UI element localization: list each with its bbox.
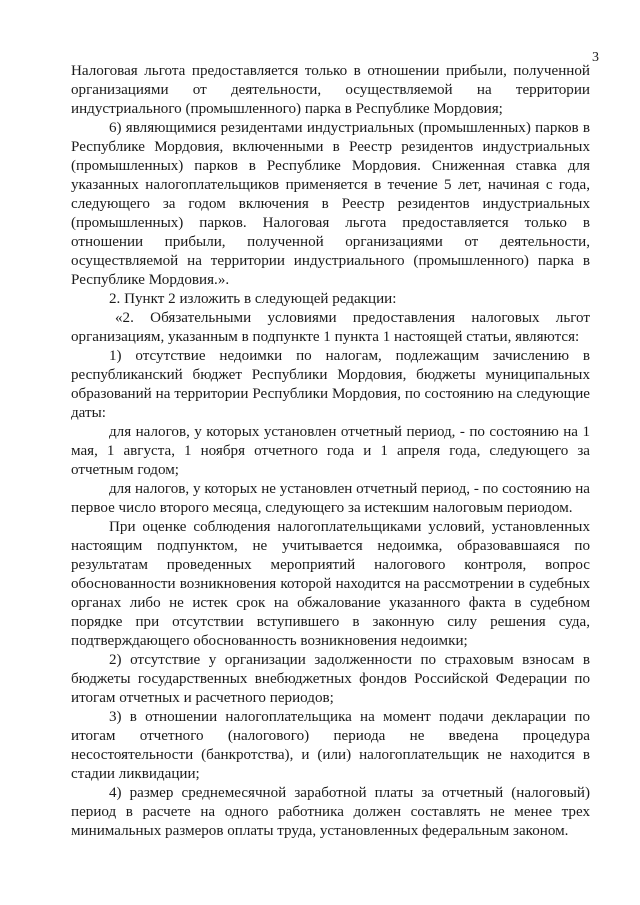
page-number: 3 (592, 50, 599, 65)
paragraph-condition-4-salary: 4) размер среднемесячной заработной платы за отчетный (налоговый) период в расчете на одного работника должен составлять не менее трех минимальных размеров оплаты труда, установленных федеральным законом. (71, 785, 590, 839)
paragraph-benefit-profit-condition: Налоговая льгота предоставляется только в отношении прибыли, полученной организациями от деятельности, осуществляемой на территории индустриального (промышленного) парка в Республике Мордовия; (71, 63, 590, 117)
paragraph-arrears-evaluation: При оценке соблюдения налогоплательщиками условий, установленных настоящим подпунктом, не учитывается недоимка, образовавшаяся по результатам проведенных мероприятий налогового контроля, вопрос обоснованности возникновения которой находится на рассмотрении в судебных органах либо не истек срок на обжалование указанного факта в судебном порядке при отсутствии вступившего в законную силу решения суда, подтверждающего обоснованность возникновения недоимки; (71, 519, 590, 649)
paragraph-amendment-point-2: 2. Пункт 2 изложить в следующей редакции: (109, 291, 397, 307)
paragraph-mandatory-conditions: «2. Обязательными условиями предоставления налоговых льгот организациям, указанным в подпункте 1 пункта 1 настоящей статьи, являются: (71, 310, 590, 345)
paragraph-taxes-with-reporting-period: для налогов, у которых установлен отчетный период, - по состоянию на 1 мая, 1 августа, 1 ноября отчетного года и 1 апреля года, следующего за отчетным годом; (71, 424, 590, 478)
paragraph-condition-3-bankruptcy: 3) в отношении налогоплательщика на момент подачи декларации по итогам отчетного (налогового) периода не введена процедура несостоятельности (банкротства), и (или) налогоплательщик не находится в стадии ликвидации; (71, 709, 590, 782)
paragraph-subitem-6-residents: 6) являющимися резидентами индустриальных (промышленных) парков в Республике Мордовия, включенными в Реестр резидентов индустриальных (промышленных) парков в Республике Мордовия. Сниженная ставка для указанных налогоплательщиков применяется в течение 5 лет, начиная с года, следующего за годом включения в Реестр резидентов индустриальных (промышленных) парков. Налоговая льгота предоставляется только в отношении прибыли, полученной организациями от деятельности, осуществляемой на территории индустриального (промышленного) парка в Республике Мордовия.». (71, 120, 590, 288)
document-body (71, 62, 590, 841)
paragraph-taxes-without-reporting-period: для налогов, у которых не установлен отчетный период, - по состоянию на первое число второго месяца, следующего за истекшим налоговым периодом. (71, 481, 590, 516)
paragraph-condition-1-no-arrears: 1) отсутствие недоимки по налогам, подлежащим зачислению в республиканский бюджет Республики Мордовия, бюджеты муниципальных образований на территории Республики Мордовия, по состоянию на следующие даты: (71, 348, 590, 421)
paragraph-condition-2-insurance: 2) отсутствие у организации задолженности по страховым взносам в бюджеты государственных внебюджетных фондов Российской Федерации по итогам отчетных и расчетного периодов; (71, 652, 590, 706)
